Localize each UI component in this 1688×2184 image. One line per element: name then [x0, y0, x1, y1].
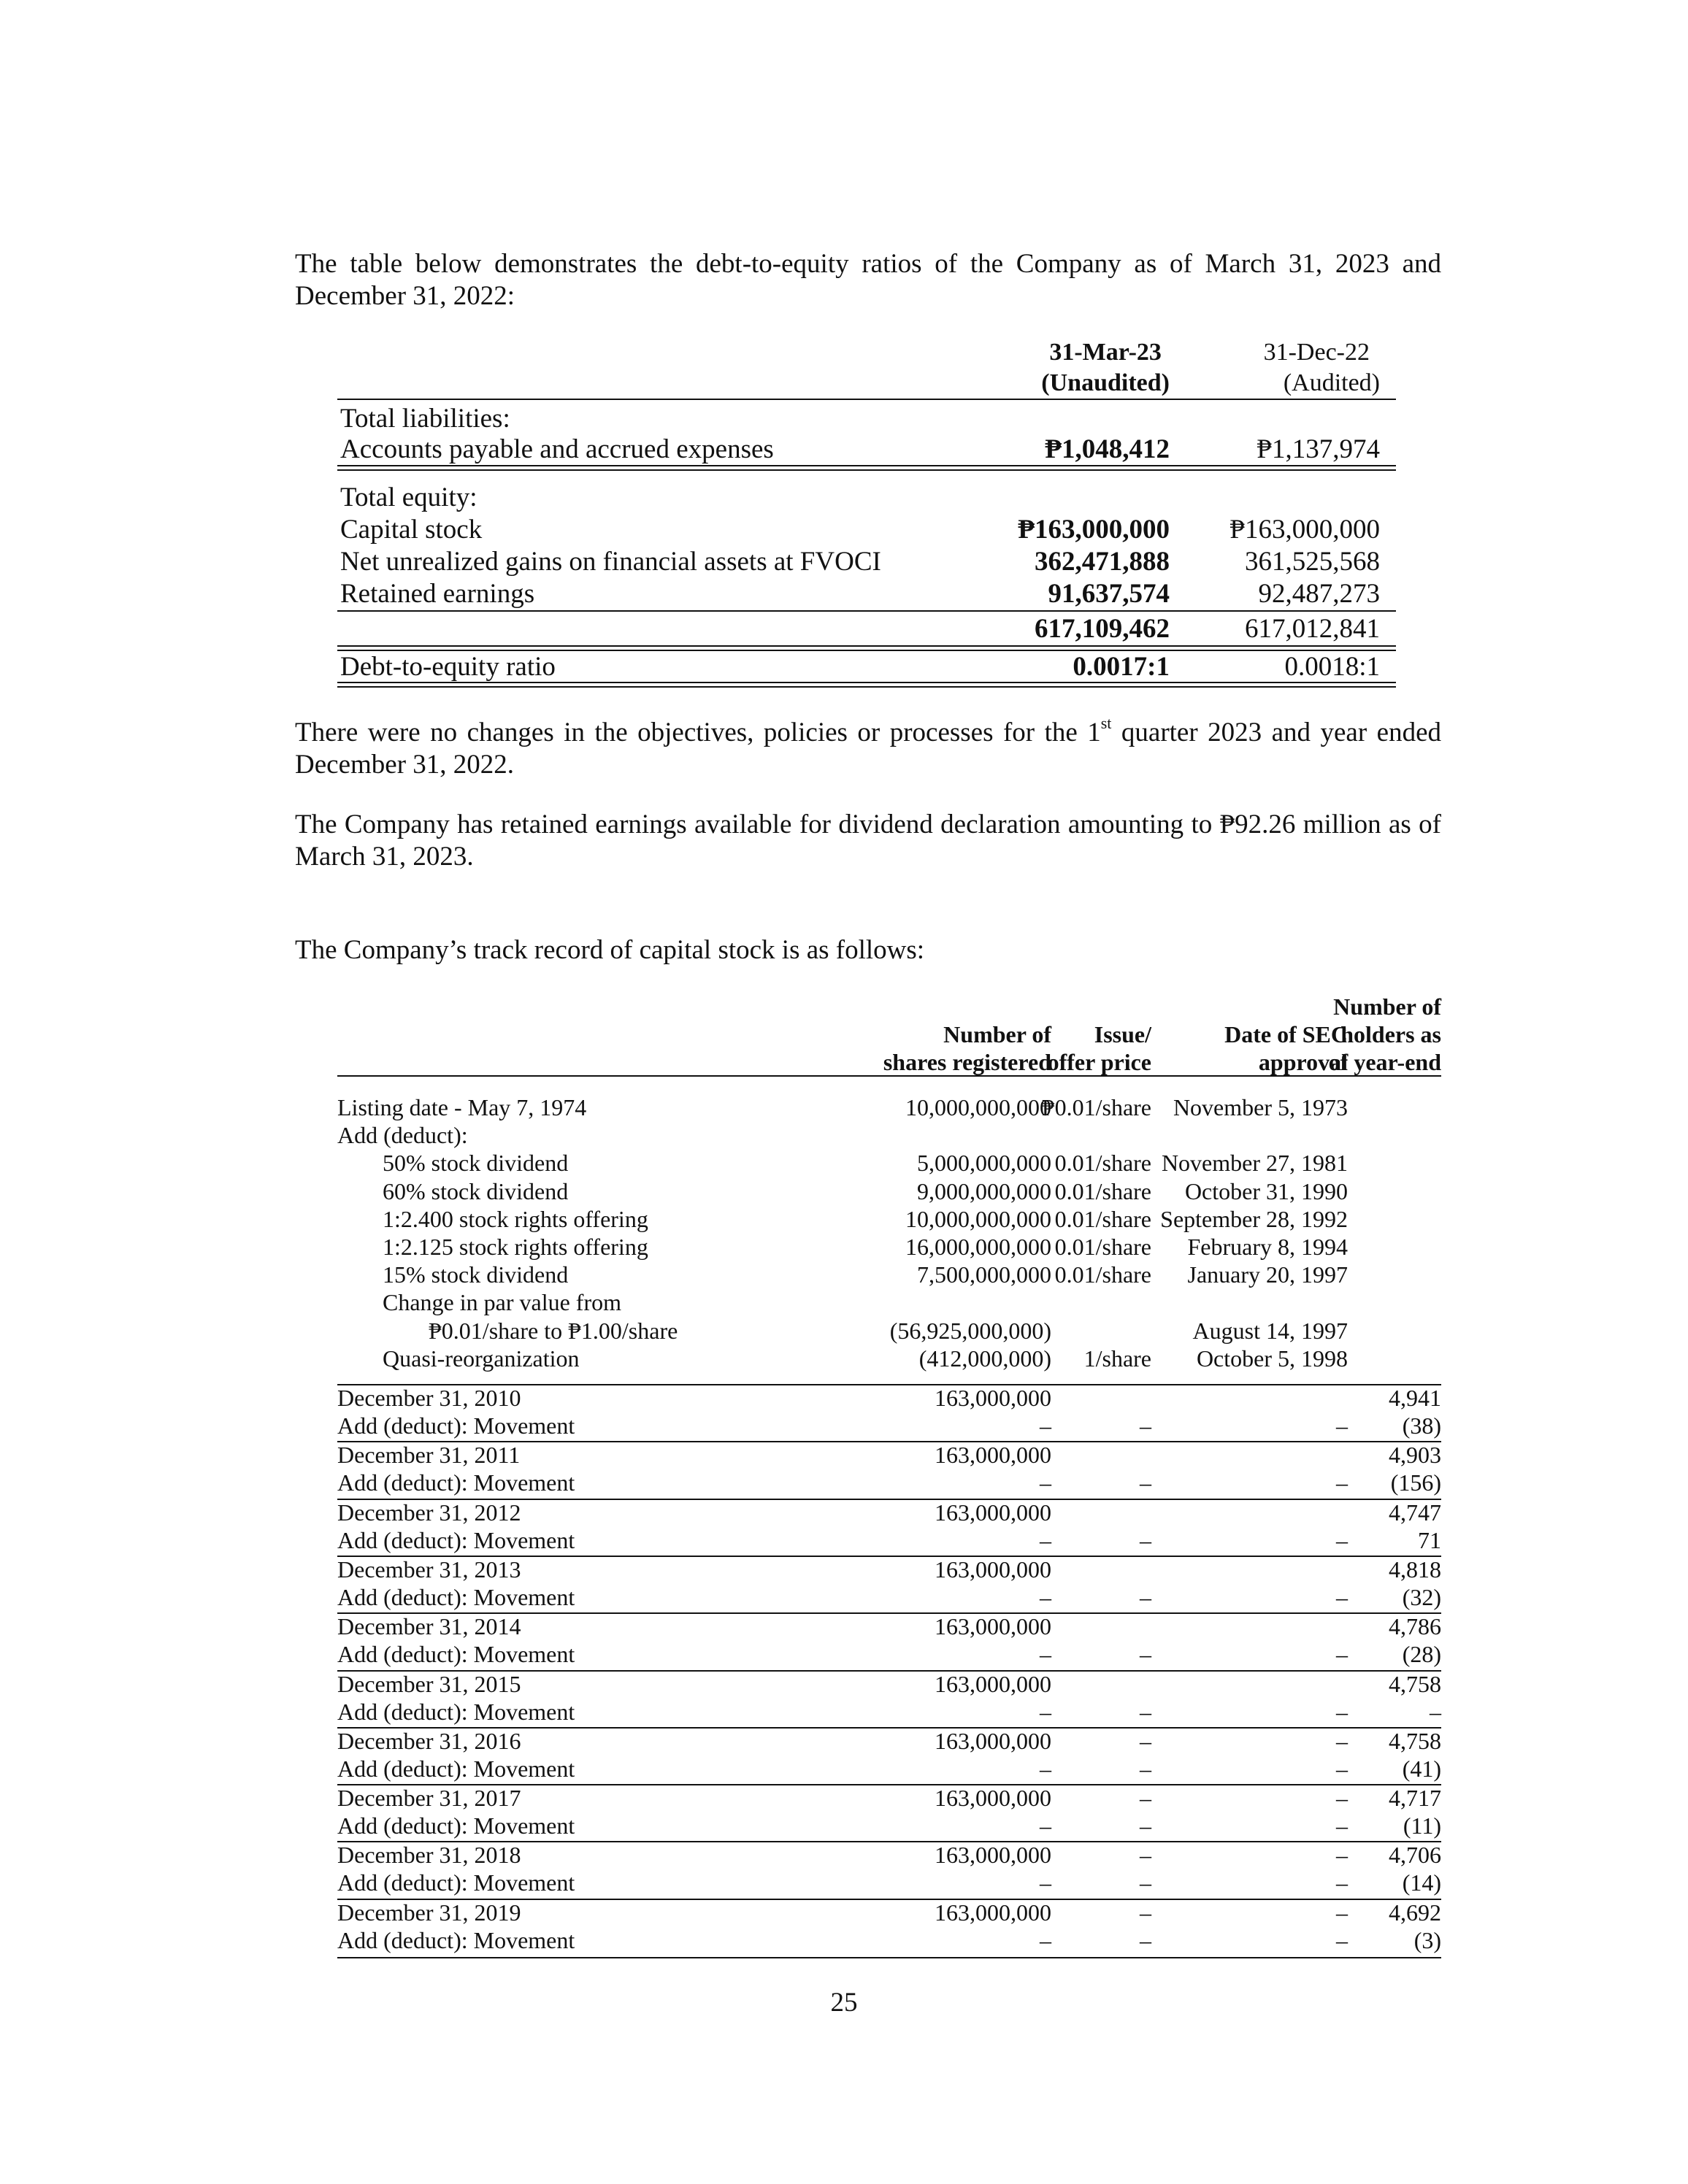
history-shares: (412,000,000): [918, 1345, 1051, 1372]
history-label: 50% stock dividend: [383, 1150, 569, 1177]
movement-row-price: –: [1140, 1869, 1151, 1896]
movement-row-date: –: [1336, 1926, 1348, 1953]
movement-row-date: –: [1336, 1755, 1348, 1782]
retained-earnings-row: [337, 578, 1396, 610]
movement-row-date: –: [1336, 1869, 1348, 1896]
year-row-shares: 163,000,000: [935, 1670, 1051, 1697]
intro-paragraph: The table below demonstrates the debt-to-equity ratios of the Company as of March 31, 2023 and December 31, 2022:: [295, 249, 1441, 311]
history-shares: 16,000,000,000: [905, 1234, 1051, 1260]
movement-row: [337, 1583, 1441, 1611]
year-row-holders: 4,692: [1389, 1899, 1441, 1926]
history-row: [337, 1288, 1441, 1316]
year-row-label: December 31, 2015: [337, 1670, 521, 1697]
movement-row-price: –: [1140, 1926, 1151, 1953]
movement-row-holders: (32): [1402, 1583, 1441, 1610]
year-row-shares: 163,000,000: [935, 1899, 1051, 1926]
movement-row-date: –: [1336, 1469, 1348, 1496]
year-row: [337, 1612, 1441, 1640]
history-date: October 5, 1998: [1196, 1345, 1348, 1372]
history-shares: 9,000,000,000: [917, 1177, 1051, 1204]
movement-row-label: Add (deduct): Movement: [337, 1641, 575, 1668]
movement-row-price: –: [1140, 1583, 1151, 1610]
year-row: [337, 1727, 1441, 1755]
col2-header: [1264, 337, 1380, 399]
year-row-holders: 4,903: [1389, 1442, 1441, 1469]
history-date: January 20, 1997: [1187, 1261, 1348, 1288]
year-row-holders: 4,818: [1389, 1556, 1441, 1583]
history-row: [337, 1261, 1441, 1288]
year-row-price: –: [1140, 1899, 1151, 1926]
history-date: October 31, 1990: [1184, 1177, 1348, 1204]
year-row-label: December 31, 2019: [337, 1899, 521, 1926]
capital-stock-label: Capital stock: [340, 515, 483, 545]
ratio-label: Debt-to-equity ratio: [340, 652, 556, 682]
movement-row-price: –: [1140, 1469, 1151, 1496]
year-row-date: –: [1336, 1785, 1348, 1812]
year-row-shares: 163,000,000: [935, 1727, 1051, 1754]
history-date: November 27, 1981: [1161, 1150, 1348, 1177]
year-row: [337, 1556, 1441, 1583]
total-equity-label: Total equity:: [340, 482, 477, 512]
ratio-double-rule-1: [337, 682, 1396, 683]
accounts-payable-row: [337, 434, 1396, 466]
history-price: 0.01/share: [1054, 1234, 1151, 1260]
year-row-holders: 4,706: [1389, 1842, 1441, 1869]
movement-row-holders: (156): [1390, 1469, 1441, 1496]
net-unrealized-mar23: 362,471,888: [1035, 547, 1170, 577]
movement-row-price: –: [1140, 1526, 1151, 1553]
year-row-price: –: [1140, 1727, 1151, 1754]
history-row: [337, 1121, 1441, 1149]
movement-row: [337, 1640, 1441, 1668]
movement-row-label: Add (deduct): Movement: [337, 1583, 575, 1610]
year-row-shares: 163,000,000: [935, 1785, 1051, 1812]
movement-row-label: Add (deduct): Movement: [337, 1812, 575, 1839]
year-row: [337, 1441, 1441, 1469]
movement-row-label: Add (deduct): Movement: [337, 1869, 575, 1896]
year-row-shares: 163,000,000: [935, 1442, 1051, 1469]
movement-row-holders: (41): [1402, 1755, 1441, 1782]
movement-row-label: Add (deduct): Movement: [337, 1755, 575, 1782]
movement-row: [337, 1812, 1441, 1839]
movement-row-shares: –: [1040, 1412, 1051, 1439]
movement-row-label: Add (deduct): Movement: [337, 1412, 575, 1439]
movement-row-holders: (3): [1413, 1926, 1441, 1953]
movement-row-date: –: [1336, 1641, 1348, 1668]
total-equity-dec22: 617,012,841: [1245, 614, 1380, 644]
year-row-label: December 31, 2011: [337, 1442, 521, 1469]
movement-row-date: –: [1336, 1412, 1348, 1439]
movement-row: [337, 1412, 1441, 1439]
movement-row: [337, 1755, 1441, 1783]
header-shares-l1: Number of: [943, 1021, 1051, 1047]
history-date: February 8, 1994: [1187, 1234, 1348, 1260]
history-price: 0.01/share: [1054, 1205, 1151, 1232]
col1-header-line1: 31-Mar-23: [1049, 339, 1162, 366]
movement-row-shares: –: [1040, 1926, 1051, 1953]
movement-row: [337, 1869, 1441, 1896]
year-row-label: December 31, 2018: [337, 1842, 521, 1869]
movement-row-label: Add (deduct): Movement: [337, 1926, 575, 1953]
history-shares: 10,000,000,000: [905, 1094, 1051, 1120]
retained-earnings-label: Retained earnings: [340, 579, 535, 609]
history-row: [337, 1317, 1441, 1345]
year-row-shares: 163,000,000: [935, 1556, 1051, 1583]
capital-stock-table: [337, 993, 1441, 1956]
movement-row-holders: (28): [1402, 1641, 1441, 1668]
col1-header: [1041, 337, 1170, 399]
table-end-rule: [337, 1957, 1441, 1958]
history-date: September 28, 1992: [1160, 1205, 1348, 1232]
objectives-text-2: quarter 2023 and year ended December 31, 2022.: [295, 718, 1441, 780]
accounts-payable-dec22: ₱1,137,974: [1257, 434, 1380, 464]
net-unrealized-label: Net unrealized gains on financial assets at FVOCI: [340, 547, 881, 577]
total-equity-row: [337, 482, 1396, 514]
header-shares-l2: shares registered: [883, 1049, 1051, 1075]
movement-row-shares: –: [1040, 1526, 1051, 1553]
history-price: 0.01/share: [1054, 1261, 1151, 1288]
year-row-shares: 163,000,000: [935, 1385, 1051, 1411]
year-row: [337, 1899, 1441, 1926]
history-price: 0.01/share: [1054, 1177, 1151, 1204]
movement-row-shares: –: [1040, 1469, 1051, 1496]
year-row-label: December 31, 2013: [337, 1556, 521, 1583]
total-liabilities-label: Total liabilities:: [340, 404, 510, 434]
history-label: Listing date - May 7, 1974: [337, 1094, 587, 1120]
year-row-holders: 4,717: [1389, 1785, 1441, 1812]
movement-row-holders: (14): [1402, 1869, 1441, 1896]
year-row-date: –: [1336, 1842, 1348, 1869]
history-row: [337, 1149, 1441, 1177]
history-label: Add (deduct):: [337, 1122, 468, 1149]
equity-subtotal-rule: [337, 610, 1396, 612]
header-price-l2: offer price: [1047, 1049, 1151, 1075]
history-shares: 5,000,000,000: [917, 1150, 1051, 1177]
year-row-holders: 4,747: [1389, 1499, 1441, 1526]
history-price: 0.01/share: [1054, 1150, 1151, 1177]
movement-row-shares: –: [1040, 1812, 1051, 1839]
year-row-date: –: [1336, 1727, 1348, 1754]
total-liabilities-row: [337, 403, 1396, 435]
history-label: Quasi-reorganization: [383, 1345, 580, 1372]
movement-row-date: –: [1336, 1583, 1348, 1610]
history-row: [337, 1093, 1441, 1121]
header-holders-l1: Number of: [1333, 993, 1441, 1020]
year-row-holders: 4,941: [1389, 1385, 1441, 1411]
accounts-payable-label: Accounts payable and accrued expenses: [340, 434, 774, 464]
movement-row-label: Add (deduct): Movement: [337, 1526, 575, 1553]
total-equity-mar23: 617,109,462: [1035, 614, 1170, 644]
header-price-l1: Issue/: [1094, 1021, 1151, 1047]
movement-row: [337, 1698, 1441, 1726]
ratio-mar23: 0.0017:1: [1073, 652, 1170, 682]
history-row: [337, 1345, 1441, 1372]
col2-header-line1: 31-Dec-22: [1263, 339, 1370, 366]
header-shares: [883, 1020, 1051, 1076]
year-row: [337, 1384, 1441, 1412]
debt-to-equity-table: [337, 337, 1396, 688]
header-price: [1048, 1020, 1151, 1076]
movement-row: [337, 1469, 1441, 1496]
year-row: [337, 1784, 1441, 1812]
history-shares: (56,925,000,000): [889, 1317, 1051, 1344]
movement-row-shares: –: [1040, 1755, 1051, 1782]
movement-row-date: –: [1336, 1698, 1348, 1725]
year-row-shares: 163,000,000: [935, 1613, 1051, 1640]
history-label: 60% stock dividend: [383, 1177, 569, 1204]
header-rule: [337, 399, 1396, 400]
movement-row-shares: –: [1040, 1641, 1051, 1668]
track-record-intro: The Company’s track record of capital stock is as follows:: [295, 935, 925, 965]
history-shares: 10,000,000,000: [905, 1205, 1051, 1232]
movement-row-holders: –: [1430, 1698, 1441, 1725]
cs-header-rule: [337, 1075, 1441, 1077]
year-row: [337, 1499, 1441, 1526]
year-row-label: December 31, 2017: [337, 1785, 521, 1812]
page-number: 25: [830, 1988, 858, 2018]
movement-row-holders: (38): [1402, 1412, 1441, 1439]
net-unrealized-row: [337, 546, 1396, 578]
header-date-l1: Date of SEC: [1224, 1021, 1348, 1047]
ratio-double-rule-2: [337, 686, 1396, 688]
year-row-label: December 31, 2014: [337, 1613, 521, 1640]
movement-row-price: –: [1140, 1698, 1151, 1725]
movement-row-date: –: [1336, 1526, 1348, 1553]
retained-earnings-paragraph: The Company has retained earnings available for dividend declaration amounting to ₱92.26 million as of March 31, 2023.: [295, 810, 1441, 872]
movement-row-price: –: [1140, 1812, 1151, 1839]
accounts-payable-mar23: ₱1,048,412: [1045, 434, 1170, 464]
year-row-label: December 31, 2016: [337, 1727, 521, 1754]
movement-row-shares: –: [1040, 1698, 1051, 1725]
year-row-holders: 4,758: [1389, 1727, 1441, 1754]
history-price: ₱0.01/share: [1041, 1094, 1151, 1120]
history-date: November 5, 1973: [1173, 1094, 1348, 1120]
movement-row-price: –: [1140, 1412, 1151, 1439]
history-label: 15% stock dividend: [383, 1261, 569, 1288]
year-row-price: –: [1140, 1785, 1151, 1812]
capital-stock-mar23: ₱163,000,000: [1018, 515, 1170, 545]
movement-row-price: –: [1140, 1641, 1151, 1668]
equity-double-rule-1: [337, 645, 1396, 647]
movement-row-holders: (11): [1403, 1812, 1441, 1839]
year-row-holders: 4,786: [1389, 1613, 1441, 1640]
retained-earnings-mar23: 91,637,574: [1048, 579, 1170, 609]
movement-row-label: Add (deduct): Movement: [337, 1698, 575, 1725]
history-row: [337, 1233, 1441, 1261]
capital-stock-dec22: ₱163,000,000: [1229, 515, 1380, 545]
history-date: August 14, 1997: [1192, 1317, 1348, 1344]
movement-row-price: –: [1140, 1755, 1151, 1782]
movement-row-shares: –: [1040, 1869, 1051, 1896]
movement-row-shares: –: [1040, 1583, 1051, 1610]
movement-row: [337, 1926, 1441, 1954]
ordinal-superscript: st: [1100, 713, 1112, 732]
year-row-price: –: [1140, 1842, 1151, 1869]
col2-header-line2: (Audited): [1283, 369, 1380, 396]
history-label: 1:2.400 stock rights offering: [383, 1205, 648, 1232]
ratio-dec22: 0.0018:1: [1284, 652, 1380, 682]
history-price: 1/share: [1083, 1345, 1151, 1372]
year-row: [337, 1670, 1441, 1698]
history-label: ₱0.01/share to ₱1.00/share: [429, 1317, 678, 1344]
retained-earnings-dec22: 92,487,273: [1258, 579, 1380, 609]
header-date-l2: approval: [1258, 1049, 1348, 1075]
col1-header-line2: (Unaudited): [1041, 369, 1170, 396]
movement-row-label: Add (deduct): Movement: [337, 1469, 575, 1496]
net-unrealized-dec22: 361,525,568: [1245, 547, 1380, 577]
year-row-shares: 163,000,000: [935, 1499, 1051, 1526]
liabilities-double-rule-2: [337, 469, 1396, 471]
movement-row-holders: 71: [1418, 1526, 1441, 1553]
objectives-text-1: There were no changes in the objectives, policies or processes for the 1: [295, 718, 1101, 747]
year-row-label: December 31, 2010: [337, 1385, 521, 1411]
history-shares: 7,500,000,000: [917, 1261, 1051, 1288]
liabilities-double-rule-1: [337, 465, 1396, 466]
history-row: [337, 1205, 1441, 1233]
header-holders: [1329, 993, 1441, 1076]
movement-row: [337, 1526, 1441, 1554]
total-equity-sum-row: [337, 613, 1396, 645]
year-row-date: –: [1336, 1899, 1348, 1926]
year-row-holders: 4,758: [1389, 1670, 1441, 1697]
history-label: Change in par value from: [383, 1289, 621, 1316]
year-row-shares: 163,000,000: [935, 1842, 1051, 1869]
header-holders-l2: holders as: [1340, 1021, 1441, 1047]
history-row: [337, 1177, 1441, 1205]
year-row-label: December 31, 2012: [337, 1499, 521, 1526]
history-label: 1:2.125 stock rights offering: [383, 1234, 648, 1260]
objectives-paragraph: [295, 713, 1441, 781]
capital-stock-row: [337, 514, 1396, 546]
year-row: [337, 1841, 1441, 1869]
debt-to-equity-row: [337, 651, 1396, 683]
movement-row-date: –: [1336, 1812, 1348, 1839]
header-holders-l3: of year-end: [1328, 1049, 1441, 1075]
